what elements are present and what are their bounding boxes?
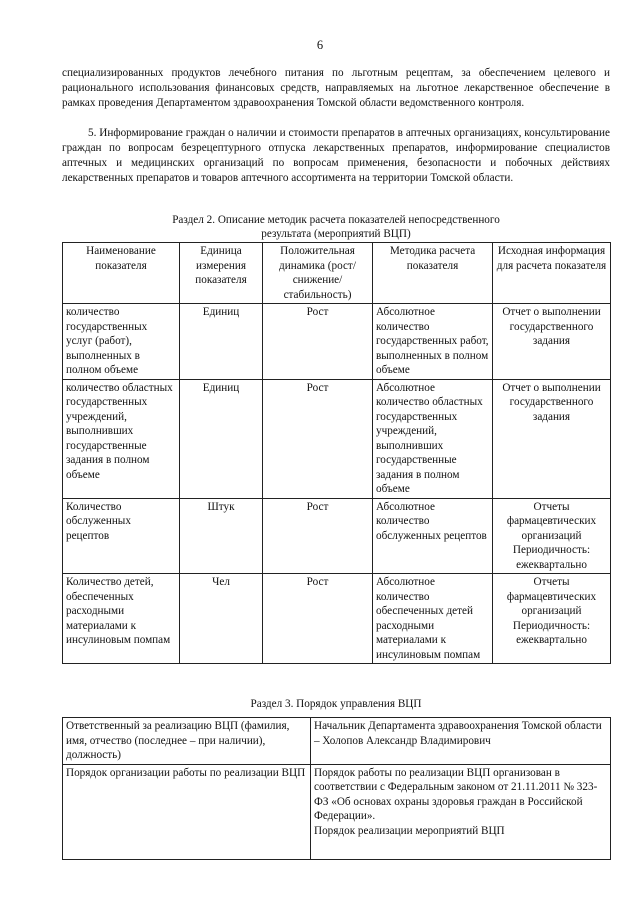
table-row [63,498,611,574]
table-row [63,718,611,765]
section-2-heading [62,213,610,241]
cell-indicator: количество областных государственных учреждений, выполнивших государственные задания в полном объеме [63,379,180,498]
table-row [63,764,611,859]
cell-method: Абсолютное количество областных государственных учреждений, выполнивших государственные задания в полном объеме [373,379,493,498]
section-2-title-line-2: результата (мероприятий ВЦП) [261,228,411,240]
cell-source: Отчет о выполнении государственного задания [493,304,611,380]
cell-dynamics: Рост [263,379,373,498]
cell-label: Ответственный за реализацию ВЦП (фамилия, имя, отчество (последнее – при наличии), должность) [63,718,311,765]
cell-dynamics: Рост [263,498,373,574]
section-3-heading: Раздел 3. Порядок управления ВЦП [250,698,422,710]
cell-label: Порядок организации работы по реализации ВЦП [63,764,311,859]
cell-unit: Единиц [180,304,263,380]
header-source: Исходная информация для расчета показателя [493,243,611,304]
cell-method: Абсолютное количество обеспеченных детей расходными материалами к инсулиновым помпам [373,574,493,664]
cell-unit: Штук [180,498,263,574]
header-dynamics: Положительная динамика (рост/снижение/ стабильность) [263,243,373,304]
table-row [63,379,611,498]
header-method: Методика расчета показателя [373,243,493,304]
section-2-title-line-1: Раздел 2. Описание методик расчета показателей непосредственного [172,214,500,226]
header-indicator-name: Наименование показателя [63,243,180,304]
table-row [63,304,611,380]
indicators-table [62,242,611,664]
cell-unit: Единиц [180,379,263,498]
header-unit: Единица измерения показателя [180,243,263,304]
cell-indicator: Количество детей, обеспеченных расходными материалами к инсулиновым помпам [63,574,180,664]
cell-value-line-2: Порядок реализации мероприятий ВЦП [314,824,505,837]
cell-unit: Чел [180,574,263,664]
table-header-row [63,243,611,304]
cell-value [311,764,611,859]
page-number: 6 [316,38,324,52]
cell-method: Абсолютное количество обслуженных рецептов [373,498,493,574]
cell-dynamics: Рост [263,574,373,664]
cell-dynamics: Рост [263,304,373,380]
cell-value: Начальник Департамента здравоохранения Томской области – Холопов Александр Владимирович [311,718,611,765]
management-table [62,717,611,860]
cell-method: Абсолютное количество государственных работ, выполненных в полном объеме [373,304,493,380]
paragraph-2: 5. Информирование граждан о наличии и стоимости препаратов в аптечных организациях, консультирование граждан по вопросам безрецептурного отпуска лекарственных препаратов, информирование специалистов аптечных и медицинских организаций по вопросам применения, безопасности и побочных действиях лекарственных препаратов и товаров аптечного ассортимента на территории Томской области. [62,127,610,184]
cell-value-line-1: Порядок работы по реализации ВЦП организован в соответствии с Федеральным законом от 21.11.2011 № 323-ФЗ «Об основах охраны здоровья граждан в Российской Федерации». [314,766,598,822]
table-row [63,574,611,664]
cell-indicator: Количество обслуженных рецептов [63,498,180,574]
cell-source: Отчет о выполнении государственного задания [493,379,611,498]
cell-indicator: количество государственных услуг (работ), выполненных в полном объеме [63,304,180,380]
paragraph-1: специализированных продуктов лечебного питания по льготным рецептам, за обеспечением целевого и рационального использования финансовых средств, направляемых на льготное лекарственное обеспечение в рамках проведения Департаментом здравоохранения Томской области ведомственного контроля. [62,67,610,109]
cell-source: Отчеты фармацевтических организаций Периодичность: ежеквартально [493,498,611,574]
cell-source: Отчеты фармацевтических организаций Периодичность: ежеквартально [493,574,611,664]
